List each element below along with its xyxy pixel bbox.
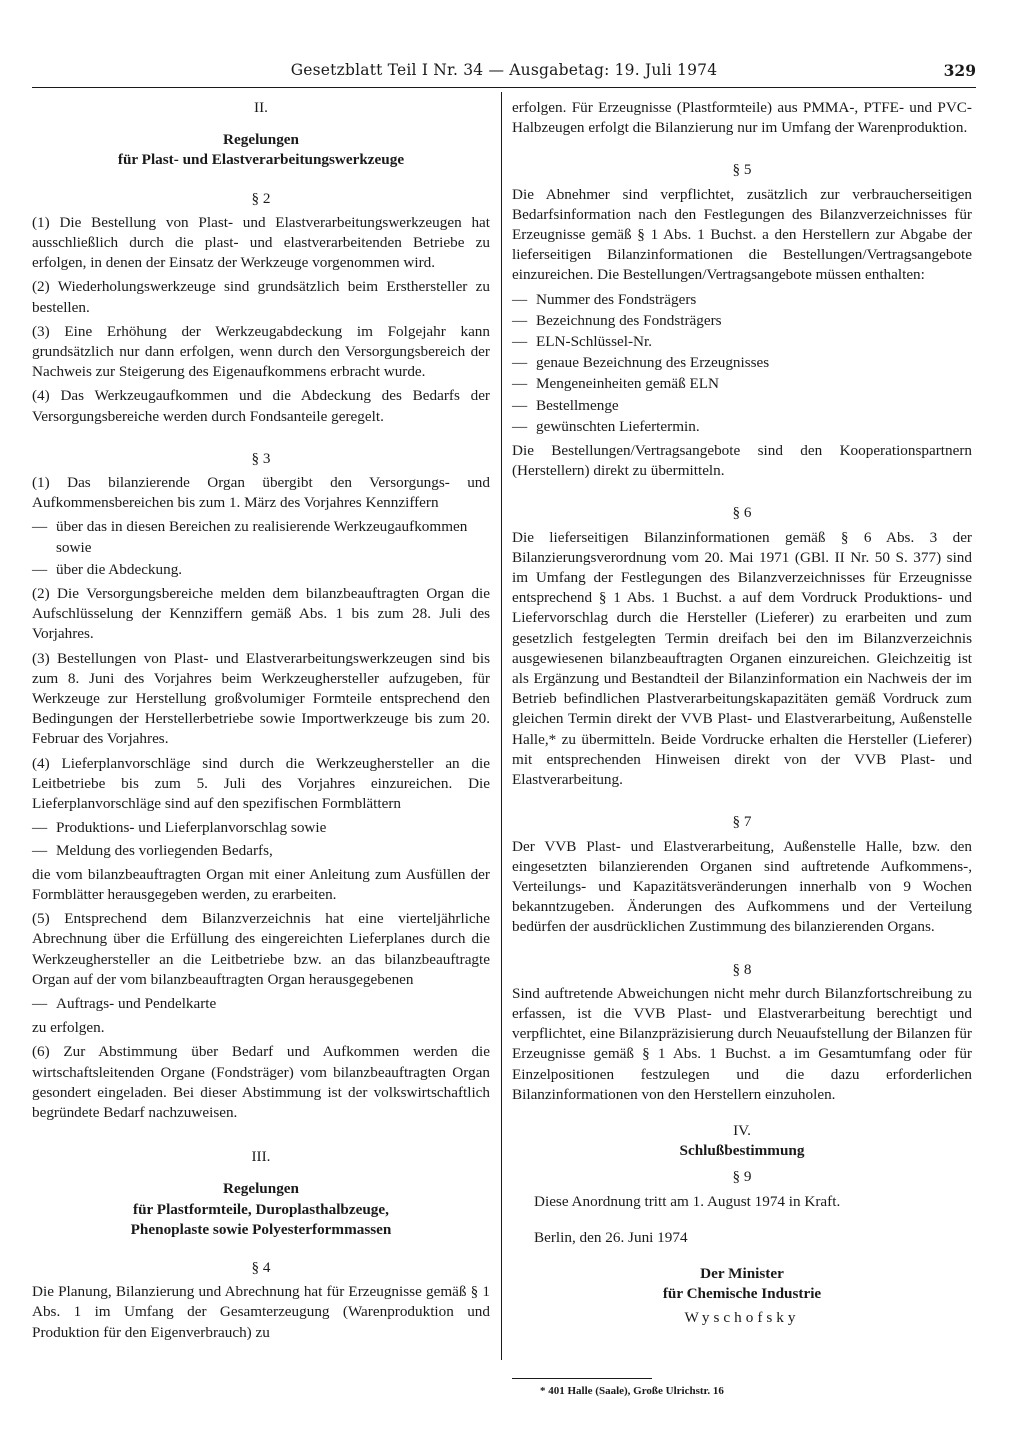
section-4-heading: § 4 [251,1258,271,1276]
section-5-para-1: Die Abnehmer sind verpflichtet, zusätzlich zur verbraucherseitigen Bedarfsinformation nach den Festlegungen des Bilanzverzeichnisses für Erzeugnisse gemäß § 1 Abs. 1 Buchst. a den Herstellern zur Abgabe der lieferseitigen Bilanzinformationen die Bestellungen/Vertragsangebote einzureichen. Die Bestellungen/Vertragsangebote müssen enthalten: [512,185,972,284]
column-divider [501,92,502,1360]
section-2-para-4: (4) Das Werkzeugaufkommen und die Abdeckung des Bedarfs der Versorgungsbereiche werden durch Fondsanteile geregelt. [32,387,490,425]
part-3-number: III. [251,1148,271,1166]
section-3-para-2: (2) Die Versorgungsbereiche melden dem bilanzbeauftragten Organ die Aufschlüsselung der Kennziffern gemäß Abs. 1 bis zum 28. Juli des Vorjahres. [32,585,490,643]
part-2-number: II. [254,99,268,116]
section-3-para-3: (3) Bestellungen von Plast- und Elastverarbeitungswerkzeugen sind bis zum 8. Juni des Vorjahres beim Werkzeughersteller aufzugeben, für Werkzeuge zur Herstellung großvolumiger Formteile entsprechend den Bedingungen der Herstellerbetriebe sowie Importwerkzeuge bis zum 20. Februar des Vorjahres. [32,649,490,748]
part-4-number: IV. [733,1121,751,1139]
section-2-heading: § 2 [251,189,271,207]
section-3-heading: § 3 [251,449,271,467]
section-6-para-1: Die lieferseitigen Bilanzinformationen gemäß § 6 Abs. 3 der Bilanzierungsverordnung vom 20. Mai 1971 (GBl. II Nr. 50 S. 377) sind im Umfang der Festlegungen des Bilanzverzeichnisses für Erzeugnisse entsprechend § 1 Abs. 1 Buchst. a auf dem Vordruck Produktions- und Liefervorschlag durch die Hersteller (Lieferer) zu erarbeiten und zum gesetzlich festgelegten Termin dreifach bei den im Bilanzverzeichnis ausgewiesenen bilanzbeauftragten Organen einzureichen. Gleichzeitig ist als Ergänzung und Bestandteil der Bilanzinformation ein Nachweis der im Betrieb befindlichen Plastverarbeitungskapazitäten gemäß Vordruck zum gleichen Termin direkt der VVB Plast- und Elastverarbeitung, Außenstelle Halle,* zu übermitteln. Beide Vordrucke erhalten die Hersteller (Lieferer) mit entsprechenden Hinweisen direkt von der VVB Plast- und Elastverarbeitung. [512,528,972,789]
section-3-para-4-cont: die vom bilanzbeauftragten Organ mit einer Anleitung zum Ausfüllen der Formblätter herausgegeben werden, zu erarbeiten. [32,865,490,903]
page-number: 329 [943,61,976,80]
right-column [512,98,972,1329]
list-item: — Nummer des Fondsträgers [512,290,972,310]
section-8-para-1: Sind auftretende Abweichungen nicht mehr durch Bilanzfortschreibung zu erfassen, ist die VVB Plast- und Elastverarbeitung berechtigt und verpflichtet, eine Bilanzpräzisierung durch Neuaufstellung der Bilanzen für Erzeugnisse gemäß § 1 Abs. 1 Buchst. a im Gesamtumfang oder für Einzelpositionen festzulegen und die dazu erforderlichen Bilanzinformationen von den Herstellern einzuholen. [512,984,972,1103]
section-5-heading: § 5 [732,161,752,179]
signatory-name: Wyschofsky [684,1309,800,1327]
list-item: — Bezeichnung des Fondsträgers [512,311,972,331]
list-item: — ELN-Schlüssel-Nr. [512,332,972,352]
left-column [32,98,490,1347]
place-and-date: Berlin, den 26. Juni 1974 [534,1228,688,1246]
part-4-title: Schlußbestimmung [679,1142,805,1160]
part-3-title-line-2: für Plastformteile, Duroplasthalbzeuge, [133,1200,389,1218]
section-2-para-1: (1) Die Bestellung von Plast- und Elastverarbeitungswerkzeugen hat ausschließlich durch die plast- und elastverarbeitenden Betriebe zu erfolgen, in denen der Einsatz der Werkzeuge vorgenommen wird. [32,213,490,272]
section-3-para-5: (5) Entsprechend dem Bilanzverzeichnis hat eine vierteljährliche Abrechnung über die Erfüllung des eingereichten Lieferplanes durch die Werkzeughersteller an die Leitbetriebe bzw. an das bilanzbeauftragte Organ auf der vom bilanzbeauftragten Organ herausgegebenen [32,910,490,988]
section-4-continuation: erfolgen. Für Erzeugnisse (Plastformteile) aus PMMA-, PTFE- und PVC-Halbzeugen erfolgt die Bilanzierung nur im Umfang der Warenproduktion. [512,99,972,137]
section-7-heading: § 7 [732,813,752,831]
list-item: — Produktions- und Lieferplanvorschlag sowie [32,818,490,838]
section-3-para-5-cont: zu erfolgen. [32,1019,105,1037]
section-5-para-2: Die Bestellungen/Vertragsangebote sind den Kooperationspartnern (Herstellern) direkt zu übermitteln. [512,442,972,480]
list-item: — gewünschten Liefertermin. [512,417,972,437]
section-3-para-4: (4) Lieferplanvorschläge sind durch die Werkzeughersteller an die Leitbetriebe bis zum 5. Juli des Vorjahres einzureichen. Die Lieferplanvorschläge sind auf den spezifischen Formblättern [32,754,490,813]
section-3-para-6: (6) Zur Abstimmung über Bedarf und Aufkommen werden die wirtschaftsleitenden Organe (Fondsträger) vom bilanzbeauftragten Organ gesondert eingeladen. Bei dieser Abstimmung ist der volkswirtschaftlich begründete Bedarf nachzuweisen. [32,1043,490,1121]
section-3-para-1: (1) Das bilanzierende Organ übergibt den Versorgungs- und Aufkommensbereichen bis zum 1. März des Vorjahres Kennziffern [32,474,490,512]
list-item: — Auftrags- und Pendelkarte [32,994,490,1014]
page-header [32,59,976,88]
section-5-list [512,290,972,437]
part-2-title-line-2: für Plast- und Elastverarbeitungswerkzeuge [117,151,405,169]
signature-title-line-2: für Chemische Industrie [662,1285,822,1303]
section-9-heading: § 9 [732,1168,752,1186]
part-2-title-line-1: Regelungen [223,131,299,149]
list-item: — Bestellmenge [512,396,972,416]
section-2-para-3: (3) Eine Erhöhung der Werkzeugabdeckung im Folgejahr kann grundsätzlich nur dann erfolgen, wenn durch den Versorgungsbereich der Nachweis zur Steigerung des Eigenaufkommens erbracht wurde. [32,322,490,381]
section-2-para-2: (2) Wiederholungswerkzeuge sind grundsätzlich beim Ersthersteller zu bestellen. [32,278,490,316]
section-7-para-1: Der VVB Plast- und Elastverarbeitung, Außenstelle Halle, bzw. den eingesetzten bilanzierenden Organen sind auftretende Aufkommens-, Verteilungs- und Kapazitätsveränderungen innerhalb von 9 Wochen bekanntzugeben. Änderungen des Aufkommens und der Verteilung bedürfen der ausdrücklichen Zustimmung des bilanzierenden Organs. [512,837,972,936]
section-4-para-1: Die Planung, Bilanzierung und Abrechnung hat für Erzeugnisse gemäß § 1 Abs. 1 im Umfang der Gesamterzeugung (Warenproduktion und Produktion für den Eigenverbrauch) zu [32,1283,490,1341]
footnote-rule [512,1378,652,1379]
header-title: Gesetzblatt Teil I Nr. 34 — Ausgabetag: 19. Juli 1974 [290,61,718,79]
section-9-para-1: Diese Anordnung tritt am 1. August 1974 in Kraft. [534,1192,841,1210]
list-item: — über das in diesen Bereichen zu realisierende Werkzeugaufkommen sowie [32,517,490,557]
list-item: — Meldung des vorliegenden Bedarfs, [32,841,490,861]
signature-title-line-1: Der Minister [700,1264,784,1282]
section-6-heading: § 6 [732,504,752,522]
list-item: — genaue Bezeichnung des Erzeugnisses [512,353,972,373]
part-3-title-line-3: Phenoplaste sowie Polyesterformmassen [130,1220,392,1238]
section-3-para-4-list [32,818,490,860]
list-item: — über die Abdeckung. [32,560,490,580]
footnote: * 401 Halle (Saale), Große Ulrichstr. 16 [540,1385,724,1397]
part-3-title-line-1: Regelungen [223,1180,299,1198]
section-8-heading: § 8 [732,960,752,978]
section-3-para-1-list [32,517,490,580]
list-item: — Mengeneinheiten gemäß ELN [512,374,972,394]
section-3-para-5-list [32,994,490,1014]
